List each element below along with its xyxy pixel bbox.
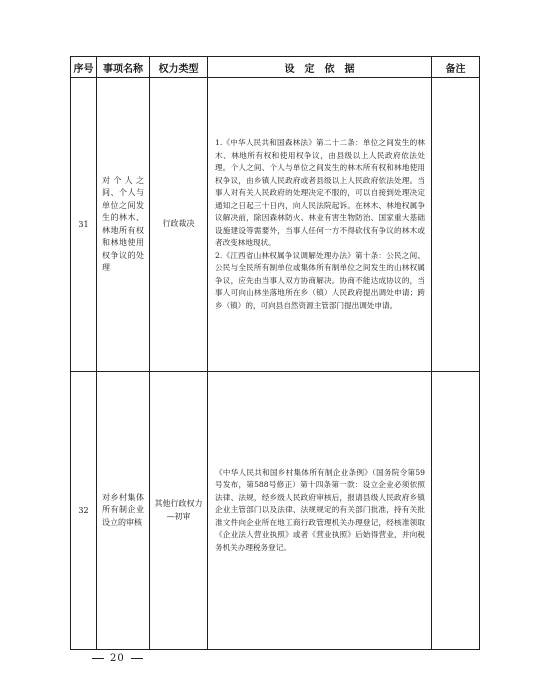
row-power-type: 其他行政权力—初审 <box>150 372 208 650</box>
header-seq: 序号 <box>71 57 97 78</box>
header-name: 事项名称 <box>97 57 150 78</box>
dash-right <box>131 658 143 659</box>
basis-paragraph: 1.《中华人民共和国森林法》第二十二条：单位之间发生的林木、林地所有权和使用权争议，由县级以上人民政府依法处理。个人之间、个人与单位之间发生的林木所有权和林地使用权争议，由乡镇人民政府或者县级以上人民政府依法处理。当事人对有关人民政府的处理决定不服的，可以自接到处理决定通知之日起三十日内，向人民法院起诉。在林木、林地权属争议解决前，除因森林防火、林业有害生物防治、国家重大基础设施建设等需要外，当事人任何一方不得砍伐有争议的林木或者改变林地现状。 <box>215 138 425 247</box>
basis-paragraph: 2.《江西省山林权属争议调解处理办法》第十条：公民之间、公民与全民所有制单位或集体所有制单位之间发生的山林权属争议，应先由当事人双方协商解决。协商不能达成协议的，当事人可向山林坐落地所在乡（镇）人民政府提出调处申请；跨乡（镇）的，可向县自然资源主管部门提出调处申请。 <box>215 250 425 310</box>
dash-left <box>92 658 104 659</box>
page-footer <box>86 653 149 664</box>
page-number: 20 <box>110 653 125 664</box>
basis-paragraph: 《中华人民共和国乡村集体所有制企业条例》（国务院令第59号发布，第588号修正）第十四条第一款：设立企业必须依照法律、法规，经乡级人民政府审核后，报请县级人民政府乡镇企业主管部门以及法律、法规规定的有关部门批准，持有关批准文件向企业所在地工商行政管理机关办理登记，经核准领取《企业法人营业执照》或者《营业执照》后始得营业，并向税务机关办理税务登记。 <box>215 467 425 552</box>
row-basis <box>208 78 432 372</box>
table-row <box>71 372 480 650</box>
table-row <box>71 78 480 372</box>
row-seq: 31 <box>71 78 97 372</box>
row-item-name: 对个人之间、个人与单位之间发生的林木、林地所有权和林地使用权争议的处理 <box>97 78 150 372</box>
table-header-row <box>71 57 480 78</box>
header-basis: 设 定 依 据 <box>208 57 432 78</box>
row-note <box>432 372 480 650</box>
row-power-type: 行政裁决 <box>150 78 208 372</box>
row-note <box>432 78 480 372</box>
header-note: 备注 <box>432 57 480 78</box>
power-list-table <box>70 56 480 650</box>
row-seq: 32 <box>71 372 97 650</box>
row-item-name: 对乡村集体所有制企业设立的审核 <box>97 372 150 650</box>
header-type: 权力类型 <box>150 57 208 78</box>
row-basis <box>208 372 432 650</box>
